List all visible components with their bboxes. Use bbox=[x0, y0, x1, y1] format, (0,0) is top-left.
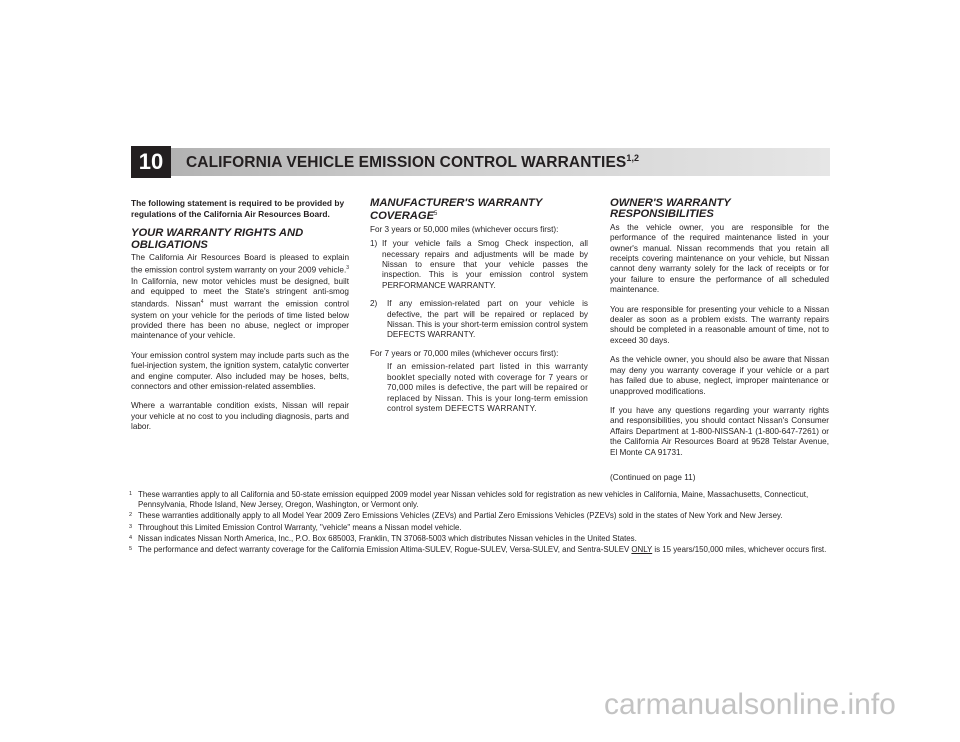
coverage-item-1-number: 1) bbox=[370, 239, 378, 249]
page-title-footnote-ref: 1,2 bbox=[626, 153, 640, 163]
footnote-5-only: ONLY bbox=[631, 545, 653, 555]
footnote-mark: 4 bbox=[129, 534, 133, 541]
coverage-item-1-text: If your vehicle fails a Smog Check inspection, all necessary repairs and adjustments will be made by Nissan to ensure that your vehicle passes the inspection. This is your emission control system PERFORMANCE WARRANTY. bbox=[382, 239, 588, 290]
coverage-item-2-number: 2) bbox=[370, 299, 378, 309]
column-coverage bbox=[370, 198, 588, 423]
footnote-ref-5: 5 bbox=[434, 211, 438, 218]
heading-rights-obligations: YOUR WARRANTY RIGHTS AND OBLIGATIONS bbox=[131, 227, 304, 251]
footnote-text: Nissan indicates Nissan North America, Inc., P.O. Box 685003, Franklin, TN 37068-5003 which distributes Nissan vehicles in the United States. bbox=[138, 533, 637, 543]
paragraph-rights-1-c: must warrant the emission control system on your vehicle for the periods of time listed below provided there has been no abuse, neglect or improper maintenance of your vehicle. bbox=[131, 300, 349, 341]
paragraph-rights-2: Your emission control system may include parts such as the fuel-injection system, the ignition system, catalytic converter and engine computer. Also included may be hoses, belts, connectors and other emission-related assemblies. bbox=[131, 350, 349, 391]
intro-statement: The following statement is required to be provided by regulations of the California Air Resources Board. bbox=[131, 198, 345, 219]
paragraph-rights-1-b: In California, new motor vehicles must be designed, built and equipped to meet the State's stringent anti-smog standards. Nissan bbox=[131, 276, 349, 310]
footnote-mark: 3 bbox=[129, 523, 133, 530]
page-title bbox=[186, 153, 639, 172]
coverage-item-2 bbox=[370, 299, 588, 341]
paragraph-rights-3: Where a warrantable condition exists, Nissan will repair your vehicle at no cost to you including diagnosis, parts and labor. bbox=[131, 401, 349, 432]
page-number: 10 bbox=[131, 146, 171, 178]
paragraph-owner-4: If you have any questions regarding your warranty rights and responsibilities, you should contact Nissan's Consumer Affairs Department at 1-800-NISSAN-1 (1-800-647-7261) or the California Air Resources Board at 9528 Telstar Avenue, El Monte CA 91731. bbox=[610, 405, 829, 457]
coverage-lead-3yr: For 3 years or 50,000 miles (whichever occurs first): bbox=[370, 224, 559, 234]
paragraph-owner-3: As the vehicle owner, you should also be aware that Nissan may deny you warranty coverage if your vehicle or a part has failed due to abuse, neglect, improper maintenance or unapproved modifications. bbox=[610, 355, 829, 396]
footnote-text bbox=[138, 545, 829, 555]
continued-note: (Continued on page 11) bbox=[610, 473, 696, 482]
footnote-text: These warranties apply to all California and 50-state emission equipped 2009 model year Nissan vehicles sold for registration as new vehicles in California, Maine, Massachusetts, Connecticut, Pennsylvania, Rhode Island, New Jersey, Oregon, Washington, or Vermont only. bbox=[138, 490, 809, 510]
footnote-text: These warranties additionally apply to all Model Year 2009 Zero Emissions Vehicles (ZEVs) and Partial Zero Emissions Vehicles (PZEVs) sold in the states of New York and New Jersey. bbox=[138, 511, 783, 521]
footnote-5 bbox=[129, 545, 829, 555]
paragraph-owner-2: You are responsible for presenting your vehicle to a Nissan dealer as soon as a problem exists. The warranty repairs should be completed in a reasonable amount of time, not to exceed 30 days. bbox=[610, 304, 829, 345]
footnote-ref-3: 3 bbox=[346, 265, 349, 272]
footnotes bbox=[129, 490, 829, 556]
column-responsibilities bbox=[610, 198, 829, 467]
footnote-ref-4: 4 bbox=[200, 299, 204, 306]
footnote-3 bbox=[129, 523, 829, 533]
coverage-lead-7yr: For 7 years or 70,000 miles (whichever occurs first): bbox=[370, 348, 559, 358]
column-rights bbox=[131, 198, 349, 442]
coverage-item-2-text: If any emission-related part on your vehicle is defective, the part will be repaired or replaced by Nissan. This is your short-term emission control system DEFECTS WARRANTY. bbox=[387, 299, 588, 340]
coverage-item-1 bbox=[370, 239, 588, 291]
footnote-4 bbox=[129, 534, 829, 544]
footnote-2 bbox=[129, 511, 829, 521]
footnote-5-text-b: is 15 years/150,000 miles, whichever occurs first. bbox=[652, 545, 827, 555]
paragraph-owner-1: As the vehicle owner, you are responsible for the performance of the required maintenance listed in your owner's manual. Nissan recommends that you retain all receipts covering maintenance on your vehicle, but Nissan cannot deny warranty solely for the lack of receipts or for your failure to ensure the performance of all scheduled maintenance. bbox=[610, 222, 829, 295]
watermark: carmanualsonline.info bbox=[604, 688, 896, 721]
footnote-mark: 1 bbox=[129, 491, 133, 497]
coverage-item-3-text: If an emission-related part listed in this warranty booklet specially noted with coverage for 7 years or 70,000 miles is defective, the part will be repaired or replaced by Nissan. This is your long-term emission control system DEFECTS WARRANTY. bbox=[387, 362, 588, 413]
footnote-5-text-a: The performance and defect warranty coverage for the California Emission Altima-SULEV, Rogue-SULEV, Versa-SULEV, and Sentra-SULEV bbox=[138, 545, 632, 555]
paragraph-rights-1-a: The California Air Resources Board is pleased to explain the emission control system warranty on your 2009 vehicle. bbox=[131, 253, 349, 276]
footnote-mark: 2 bbox=[129, 512, 133, 519]
paragraph-rights-1 bbox=[131, 253, 349, 342]
heading-warranty-coverage bbox=[370, 198, 588, 223]
heading-warranty-coverage-text: MANUFACTURER'S WARRANTY COVERAGE bbox=[370, 197, 543, 223]
page-title-text: CALIFORNIA VEHICLE EMISSION CONTROL WARRANTIES bbox=[186, 154, 627, 171]
footnote-text: Throughout this Limited Emission Control Warranty, "vehicle" means a Nissan model vehicle. bbox=[138, 522, 462, 532]
footnote-mark: 5 bbox=[129, 546, 133, 553]
heading-owner-responsibilities: OWNER'S WARRANTY RESPONSIBILITIES bbox=[610, 197, 731, 221]
footnote-1 bbox=[129, 490, 829, 510]
